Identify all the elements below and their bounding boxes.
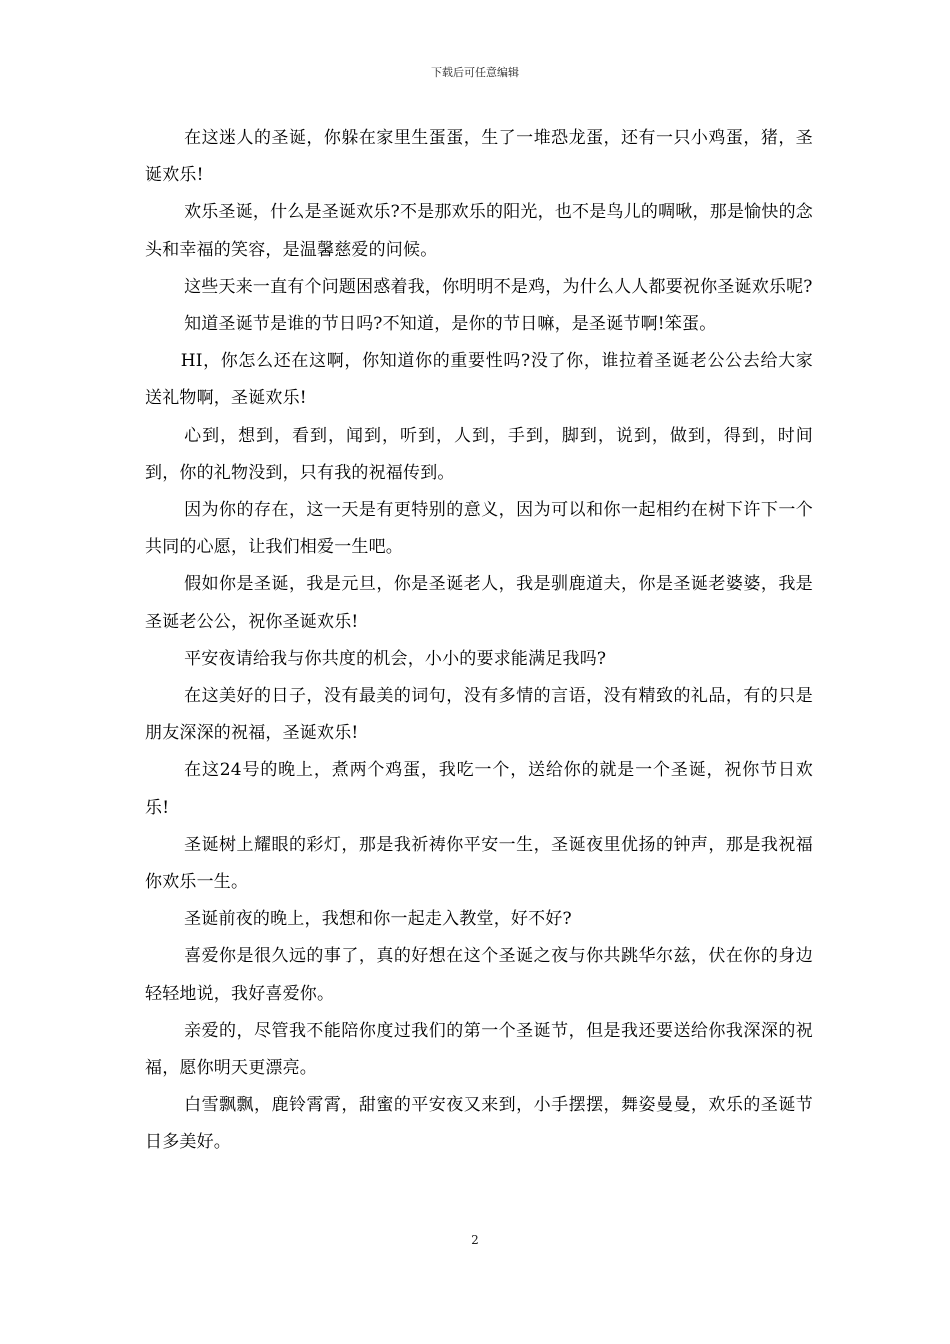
paragraph: 亲爱的，尽管我不能陪你度过我们的第一个圣诞节，但是我还要送给你我深深的祝福，愿你明天更漂亮。	[145, 1020, 813, 1079]
document-body	[145, 120, 813, 1162]
paragraph: 这些天来一直有个问题困惑着我，你明明不是鸡，为什么人人都要祝你圣诞欢乐呢?	[184, 276, 813, 297]
paragraph: 在这美好的日子，没有最美的词句，没有多情的言语，没有精致的礼品，有的只是朋友深深的祝福，圣诞欢乐!	[145, 686, 813, 744]
paragraph: 圣诞树上耀眼的彩灯，那是我祈祷你平安一生，圣诞夜里优扬的钟声，那是我祝福你欢乐一生。	[145, 834, 813, 893]
paragraph: 平安夜请给我与你共度的机会，小小的要求能满足我吗?	[184, 648, 607, 669]
paragraph: 喜爱你是很久远的事了，真的好想在这个圣诞之夜与你共跳华尔兹，伏在你的身边轻轻地说，我好喜爱你。	[145, 946, 813, 1004]
paragraph: 假如你是圣诞，我是元旦，你是圣诞老人，我是驯鹿道夫，你是圣诞老婆婆，我是圣诞老公公，祝你圣诞欢乐!	[145, 574, 813, 632]
page-number: 2	[471, 1233, 479, 1247]
page-header: 下载后可任意编辑	[431, 66, 519, 79]
paragraph: 心到，想到，看到，闻到，听到，人到，手到，脚到，说到，做到，得到，时间到，你的礼物没到，只有我的祝福传到。	[145, 425, 813, 483]
paragraph: 欢乐圣诞，什么是圣诞欢乐?不是那欢乐的阳光，也不是鸟儿的啁啾，那是愉快的念头和幸福的笑容，是温馨慈爱的问候。	[145, 202, 813, 260]
paragraph: 圣诞前夜的晚上，我想和你一起走入教堂，好不好?	[184, 909, 572, 930]
paragraph: 因为你的存在，这一天是有更特别的意义，因为可以和你一起相约在树下许下一个共同的心愿，让我们相爱一生吧。	[145, 500, 813, 558]
paragraph: 知道圣诞节是谁的节日吗?不知道，是你的节日嘛，是圣诞节啊!笨蛋。	[184, 314, 717, 335]
paragraph: HI，你怎么还在这啊，你知道你的重要性吗?没了你，谁拉着圣诞老公公去给大家送礼物啊，圣诞欢乐!	[145, 351, 813, 409]
paragraph: 白雪飘飘，鹿铃霄霄，甜蜜的平安夜又来到，小手摆摆，舞姿曼曼，欢乐的圣诞节日多美好。	[145, 1095, 813, 1153]
paragraph: 在这迷人的圣诞，你躲在家里生蛋蛋，生了一堆恐龙蛋，还有一只小鸡蛋，猪，圣诞欢乐!	[145, 128, 813, 186]
paragraph: 在这24号的晚上，煮两个鸡蛋，我吃一个，送给你的就是一个圣诞，祝你节日欢乐!	[145, 760, 813, 818]
